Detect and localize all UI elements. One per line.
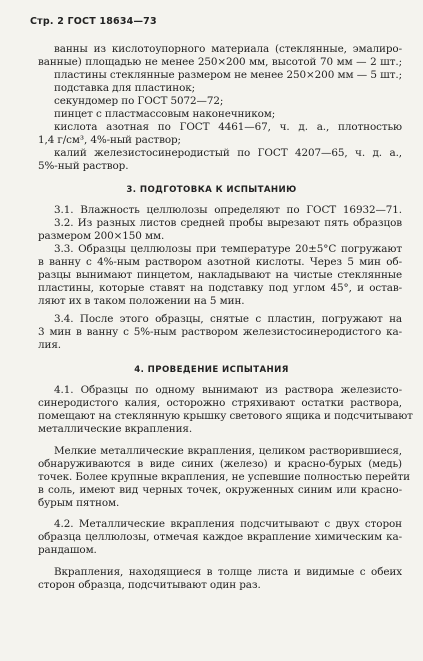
text-line: 3.4. После этого образцы, снятые с пластин, погружают на [54,313,402,325]
text-line: 3.3. Образцы целлюлозы при температуре 20±5°С погружают [54,243,402,255]
text-line: 1,4 г/см³, 4%-ный раствор; [38,134,181,146]
text-line: размером 200×150 мм. [38,230,165,242]
text-line: пинцет с пластмассовым наконечником; [54,108,276,120]
text-line: калий железистосинеродистый по ГОСТ 4207—65, ч. д. а., [54,147,402,159]
text-line: в ванну с 4%-ным раствором азотной кислоты. Через 5 мин об- [38,256,402,268]
page-header [30,16,157,27]
text-line: подставка для пластинок; [54,82,196,94]
text-line: помещают на стеклянную крышку светового ящика и подсчитывают [38,410,413,422]
text-line: кислота азотная по ГОСТ 4461—67, ч. д. а., плотностью [54,121,402,133]
text-line: Вкрапления, находящиеся в толще листа и видимые с обеих [54,566,402,578]
text-line: синеродистого калия, осторожно стряхивают остатки раствора, [38,397,402,409]
text-line: рандашом. [38,544,97,556]
text-line: 3 мин в ванну с 5%-ным раствором железистосинеродистого ка- [38,326,402,338]
text-line: 4.1. Образцы по одному вынимают из раствора железисто- [54,384,402,396]
text-line: пластины стеклянные размером не менее 250×200 мм — 5 шт.; [54,69,402,81]
text-line: разцы вынимают пинцетом, накладывают на чистые стеклянные [38,269,402,281]
text-line: обнаруживаются в виде синих (железо) и красно-бурых (медь) [38,458,402,470]
text-line: образца целлюлозы, отмечая каждое вкрапление химическим ка- [38,531,402,543]
text-line: пластины, которые ставят на подставку под углом 45°, и остав- [38,282,402,294]
section-heading: 4. ПРОВЕДЕНИЕ ИСПЫТАНИЯ [134,365,289,375]
text-line: Мелкие металлические вкрапления, целиком растворившиеся, [54,445,402,457]
text-line: точек. Более крупные вкрапления, не успевшие полностью перейти [38,471,411,483]
text-line: секундомер по ГОСТ 5072—72; [54,95,224,107]
section-heading: 3. ПОДГОТОВКА К ИСПЫТАНИЮ [126,185,297,195]
text-line: металлические вкрапления. [38,423,193,435]
text-line: сторон образца, подсчитывают один раз. [38,579,261,591]
text-line: ванны из кислотоупорного материала (стеклянные, эмалиро- [54,43,402,55]
page-number: Стр. 2 [30,16,65,27]
text-line: 3.2. Из разных листов средней пробы вырезают пять образцов [54,217,402,229]
text-line: лия. [38,339,61,351]
text-line: 4.2. Металлические вкрапления подсчитывают с двух сторон [54,518,402,530]
text-line: бурым пятном. [38,497,120,509]
text-line: ляют их в таком положении на 5 мин. [38,295,245,307]
text-line: 5%-ный раствор. [38,160,129,172]
text-line: в соль, имеют вид черных точек, окруженных синим или красно- [38,484,402,496]
text-line: ванные) площадью не менее 250×200 мм, высотой 70 мм — 2 шт.; [38,56,402,68]
text-line: 3.1. Влажность целлюлозы определяют по ГОСТ 16932—71. [54,204,402,216]
standard-code: ГОСТ 18634—73 [67,16,157,27]
